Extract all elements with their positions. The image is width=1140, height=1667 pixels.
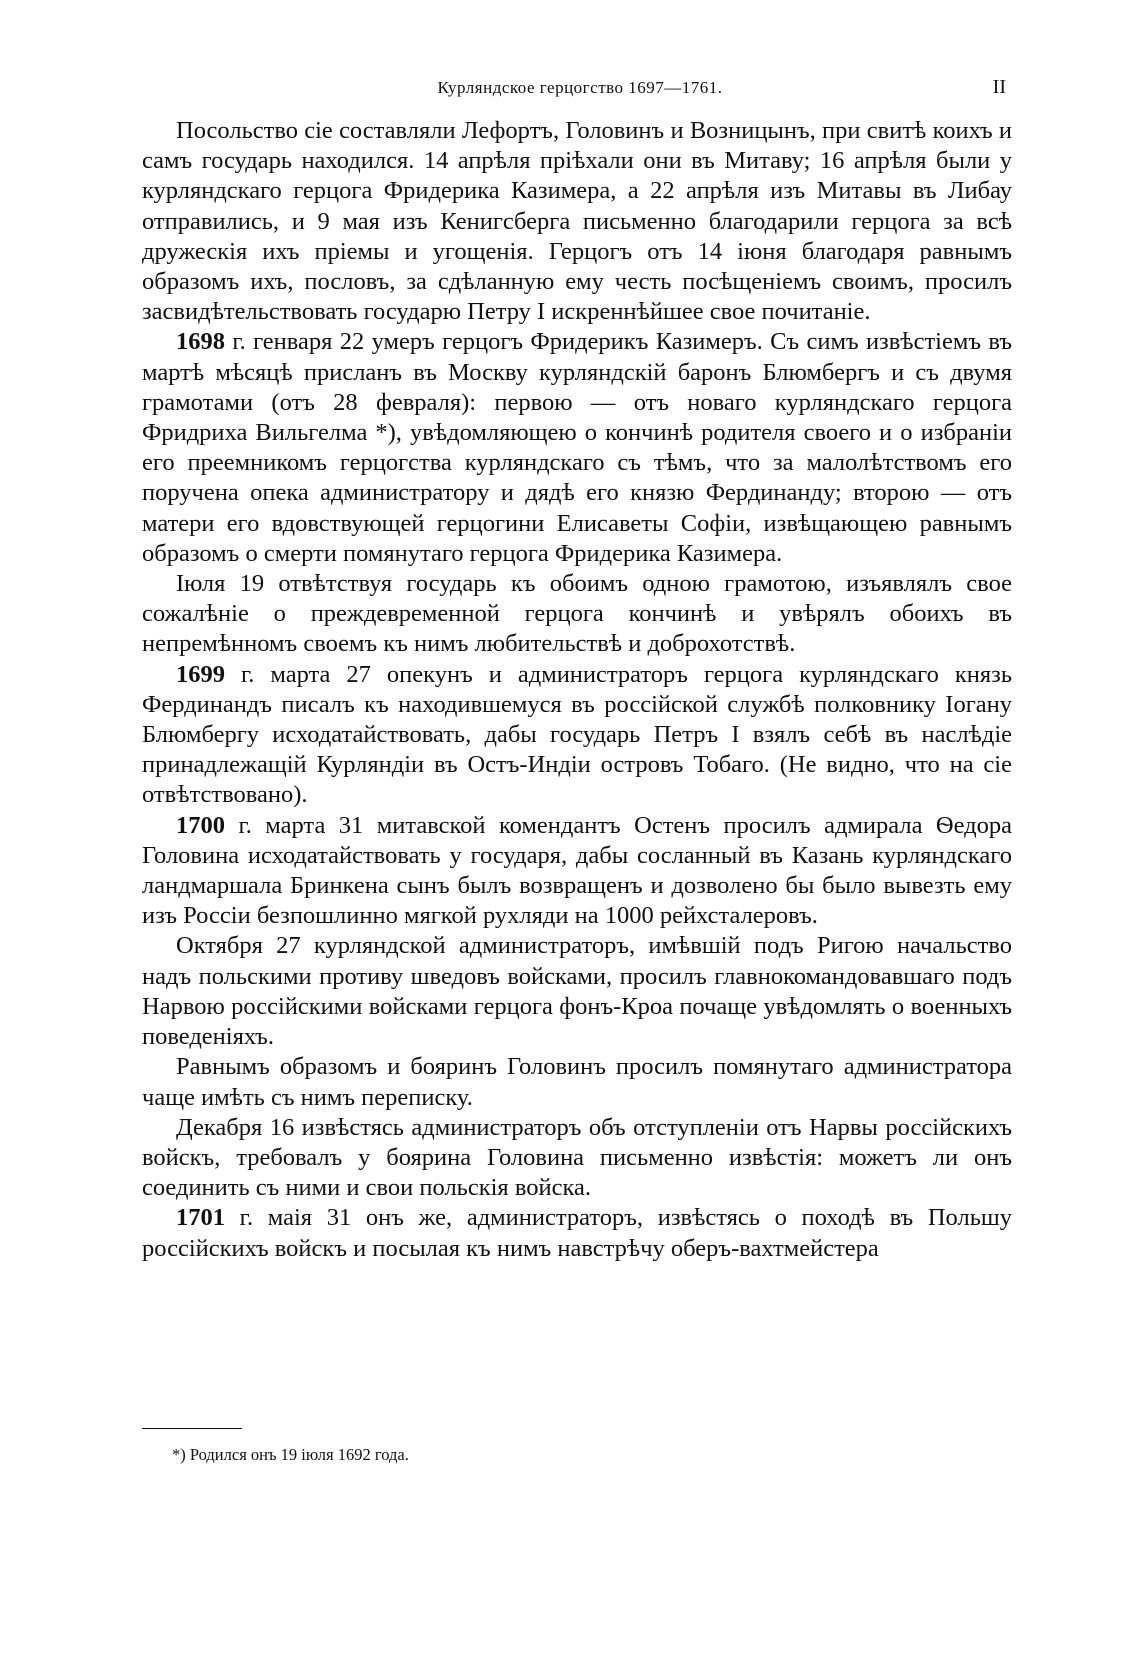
body-text: [142, 116, 1012, 1264]
paragraph-text: Декабря 16 извѣстясь администраторъ объ отступленіи отъ Нарвы россійскихъ войскъ, требовалъ у боярина Головина письменно извѣстія: можетъ ли онъ соединить съ ними и свои польскія войска.: [142, 1113, 1012, 1202]
paragraph-july-19: [142, 569, 1012, 660]
running-head: [140, 78, 1020, 108]
paragraph-text: Посольство сіе составляли Лефортъ, Головинъ и Возницынъ, при свитѣ коихъ и самъ государь находился. 14 апрѣля пріѣхали они въ Митаву; 16 апрѣля были у курляндскаго герцога Фридерика Казимера, а 22 апрѣля изъ Митавы въ Либау отправились, и 9 мая изъ Кенигсберга письменно благодарили герцога за всѣ дружескія ихъ пріемы и угощенія. Герцогъ отъ 14 іюня благодаря равнымъ образомъ ихъ, пословъ, за сдѣланную ему честь посѣщеніемъ своимъ, просилъ засвидѣтельствовать государю Петру I искреннѣйшее свое почитаніе.: [142, 117, 1012, 326]
paragraph-text: г. марта 27 опекунъ и администраторъ герцога курляндскаго князь Фердинандъ писалъ къ находившемуся въ россійской службѣ полковнику Іогану Блюмбергу исходатайствовать, дабы государь Петръ I взялъ себѣ въ наслѣдіе принадлежащій Курляндіи въ Остъ-Индіи островъ Тобаго. (Не видно, что на сіе отвѣтствовано).: [142, 660, 1012, 809]
paragraph-1700: [142, 811, 1012, 932]
paragraph-text: Равнымъ образомъ и бояринъ Головинъ просилъ помянутаго администратора чаще имѣть съ нимъ переписку.: [142, 1053, 1012, 1111]
page-number: II: [992, 76, 1006, 98]
footnote-divider: [142, 1428, 242, 1429]
paragraph-1701: [142, 1203, 1012, 1263]
paragraph-year: 1699: [176, 660, 225, 688]
paragraph-year: 1701: [176, 1204, 225, 1232]
paragraph-text: г. марта 31 митавской комендантъ Остенъ просилъ адмирала Ѳедора Головина исходатайствовать у государя, дабы сосланный въ Казань курляндскаго ландмаршала Бринкена сынъ былъ возвращенъ и дозволено бы было вывезть ему изъ Россіи безпошлинно мягкой рухляди на 1000 рейхсталеровъ.: [142, 811, 1012, 930]
paragraph-text: Октября 27 курляндской администраторъ, имѣвшій подъ Ригою начальство надъ польскими противу шведовъ войсками, просилъ главнокомандовавшаго подъ Нарвою россійскими войсками герцога фонъ-Кроа почаще увѣдомлять о военныхъ поведеніяхъ.: [142, 932, 1012, 1051]
paragraph-text: г. генваря 22 умеръ герцогъ Фридерикъ Казимеръ. Съ симъ извѣстіемъ въ мартѣ мѣсяцѣ присланъ въ Москву курляндскій баронъ Блюмбергъ и съ двумя грамотами (отъ 28 февраля): первою — отъ новаго курляндскаго герцога Фридриха Вильгелма *), увѣдомляющею о кончинѣ родителя своего и о избраніи его преемникомъ герцогства курляндскаго съ тѣмъ, что за малолѣтствомъ его поручена опека администратору и дядѣ его князю Фердинанду; второю — отъ матери его вдовствующей герцогини Елисаветы Софіи, извѣщающею равнымъ образомъ о смерти помянутаго герцога Фридерика Казимера.: [142, 328, 1012, 567]
paragraph-october-27: [142, 931, 1012, 1052]
paragraph-embassy: [142, 116, 1012, 327]
running-title: Курляндское герцогство 1697—1761.: [437, 78, 723, 97]
paragraph-year: 1698: [176, 328, 225, 356]
paragraph-december-16: [142, 1113, 1012, 1204]
paragraph-1698: [142, 327, 1012, 569]
paragraph-text: Іюля 19 отвѣтствуя государь къ обоимъ одною грамотою, изъявлялъ свое сожалѣніе о преждевременной герцога кончинѣ и увѣрялъ обоихъ въ непремѣнномъ своемъ къ нимъ любительствѣ и доброхотствѣ.: [142, 570, 1012, 658]
paragraph-text: г. маія 31 онъ же, администраторъ, извѣстясь о походѣ въ Польшу россійскихъ войскъ и посылая къ нимъ навстрѣчу оберъ-вахтмейстера: [142, 1204, 1012, 1262]
paragraph-golovin: [142, 1052, 1012, 1112]
footnote: *) Родился онъ 19 іюля 1692 года.: [172, 1445, 409, 1464]
paragraph-year: 1700: [176, 811, 225, 839]
paragraph-1699: [142, 660, 1012, 811]
